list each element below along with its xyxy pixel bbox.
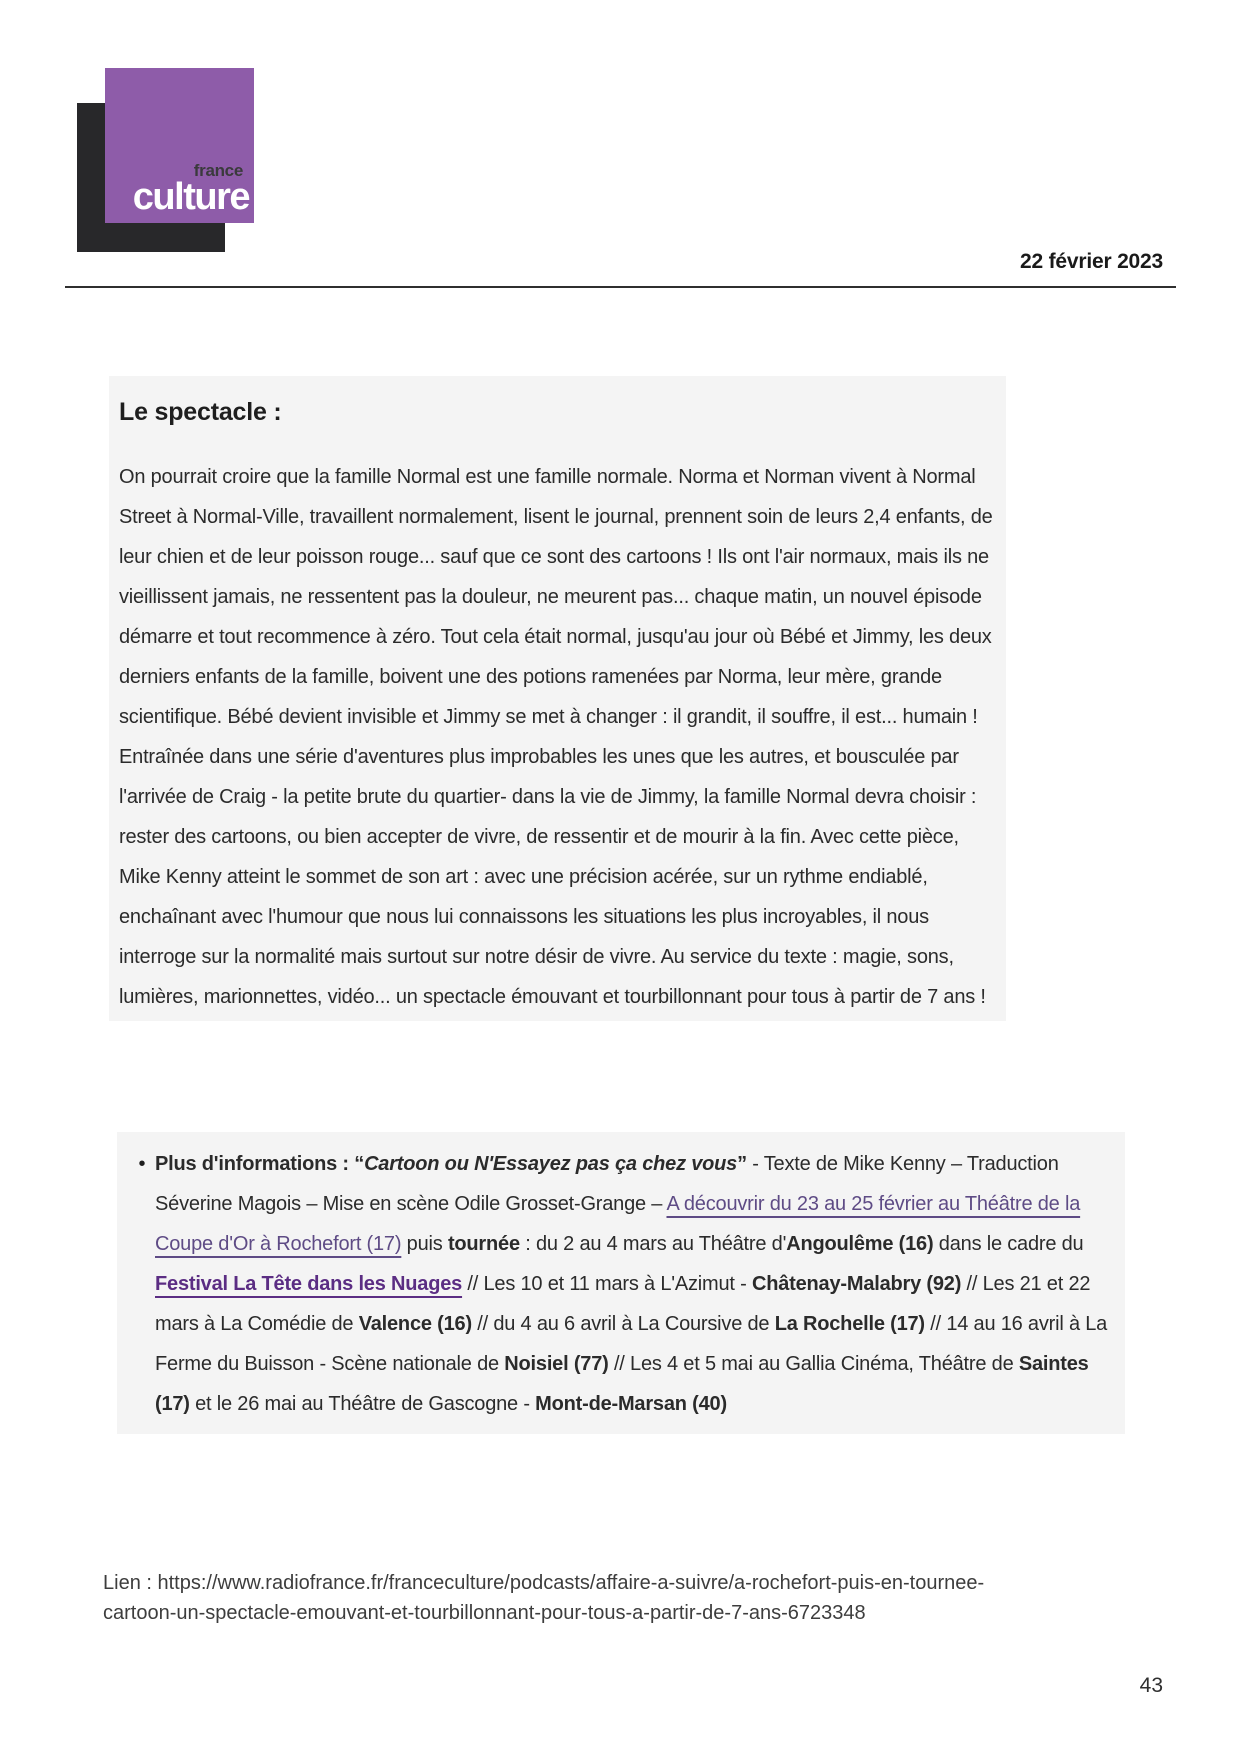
text-segment: // Les 21 et 22 mars à La Comédie de [155, 1273, 1091, 1335]
spectacle-body: On pourrait croire que la famille Normal est une famille normale. Norma et Norman vivent à Normal Street à Normal-Ville, travaillent normalement, lisent le journal, prennent soin de leurs 2,4 enfants, de leur chien et de leur poisson rouge... sauf que ce sont des cartoons ! Ils ont l'air normaux, mais ils ne vieillissent jamais, ne ressentent pas la douleur, ne meurent pas... chaque matin, un nouvel épisode démarre et tout recommence à zéro. Tout cela était normal, jusqu'au jour où Bébé et Jimmy, les deux derniers enfants de la famille, boivent une des potions ramenées par Norma, leur mère, grande scientifique. Bébé devient invisible et Jimmy se met à changer : il grandit, il souffre, il est... humain ! Entraînée dans une série d'aventures plus improbables les unes que les autres, et bousculée par l'arrivée de Craig - la petite brute du quartier- dans la vie de Jimmy, la famille Normal devra choisir : rester des cartoons, ou bien accepter de vivre, de ressentir et de mourir à la fin. Avec cette pièce, Mike Kenny atteint le sommet de son art : avec une précision acérée, sur un rythme endiablé, enchaînant avec l'humour que nous lui connaissons les situations les plus incroyables, il nous interroge sur la normalité mais surtout sur notre désir de vivre. Au service du texte : magie, sons, lumières, marionnettes, vidéo... un spectacle émouvant et tourbillonnant pour tous à partir de 7 ans ! [119, 466, 993, 1008]
link-festival-la-tete-dans-les-nuages[interactable]: Festival La Tête dans les Nuages [155, 1273, 463, 1295]
press-date: 22 février 2023 [1020, 250, 1163, 273]
link-url[interactable]: https://www.radiofrance.fr/franceculture/podcasts/affaire-a-suivre/a-rochefort-puis-en-tournee-cartoon-un-spectacle-emouvant-et-tourbillonnant-pour-tous-a-partir-de-7-ans-6723348 [103, 1572, 985, 1624]
text-segment: dans le cadre du [933, 1233, 1084, 1255]
text-segment: et le 26 mai au Théâtre de Gascogne - [189, 1393, 536, 1415]
text-segment: // du 4 au 6 avril à La Coursive de [471, 1313, 775, 1335]
france-culture-logo [77, 68, 257, 253]
text-segment: tournée [447, 1233, 520, 1255]
text-segment: Saintes (17) [155, 1353, 1089, 1415]
text-segment: Mont-de-Marsan (40) [535, 1393, 727, 1415]
logo-brand-culture: culture [132, 176, 249, 218]
radio-france-icon [83, 251, 125, 287]
info-paragraph [155, 1144, 1109, 1424]
text-segment: puis [401, 1233, 448, 1255]
source-link-section [103, 1568, 1008, 1628]
text-segment: Angoulême (16) [786, 1233, 934, 1255]
page-number: 43 [1139, 1674, 1163, 1697]
text-segment: Plus d'informations : “ [155, 1153, 365, 1175]
spectacle-title: Le spectacle : [119, 398, 282, 426]
bullet-item [129, 1144, 1109, 1424]
text-segment: : du 2 au 4 mars au Théâtre d' [519, 1233, 787, 1255]
text-segment: // Les 10 et 11 mars à L'Azimut - [462, 1273, 752, 1295]
info-section [117, 1132, 1125, 1434]
text-segment: // Les 4 et 5 mai au Gallia Cinéma, Théâtre de [608, 1353, 1019, 1375]
link-label: Lien : [103, 1572, 158, 1594]
text-segment: ” [737, 1153, 747, 1175]
bullet-marker: • [138, 1153, 146, 1175]
logo-brand-france: france [193, 161, 243, 180]
header-divider [65, 286, 1176, 288]
logo-purple-square [105, 68, 254, 223]
text-segment: La Rochelle (17) [774, 1313, 925, 1335]
link-rochefort-dates[interactable]: A découvrir du 23 au 25 février au Théâtre de la Coupe d'Or à Rochefort (17) [155, 1193, 1081, 1255]
spectacle-section [109, 376, 1006, 1021]
text-segment: - Texte de Mike Kenny – Traduction Séverine Magois – Mise en scène Odile Grosset-Grange – [155, 1153, 1059, 1215]
text-segment: Châtenay-Malabry (92) [751, 1273, 962, 1295]
text-segment: Valence (16) [358, 1313, 472, 1335]
text-segment: Cartoon ou N'Essayez pas ça chez vous [364, 1153, 738, 1175]
text-segment: Noisiel (77) [504, 1353, 609, 1375]
text-segment: // 14 au 16 avril à La Ferme du Buisson - Scène nationale de [155, 1313, 1108, 1375]
